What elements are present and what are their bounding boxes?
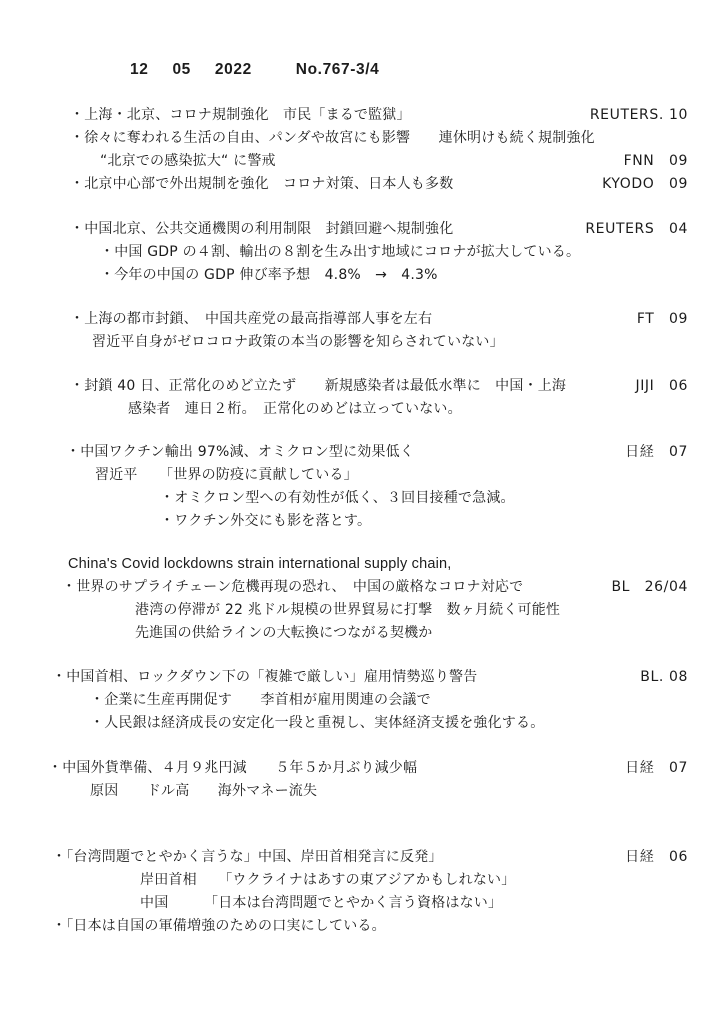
news-source: KYODO 09	[602, 176, 688, 192]
news-headline: ・中国外貨準備、４月９兆円減 ５年５か月ぶり減少幅	[48, 760, 418, 776]
news-detail: ・オミクロン型への有効性が低く、３回目接種で急減。	[160, 490, 515, 506]
news-headline: ・中国北京、公共交通機関の利用制限 封鎖回避へ規制強化	[70, 221, 454, 237]
news-detail: “北京での感染拡大“ に警戒	[100, 153, 276, 169]
news-detail: 原因 ドル高 海外マネー流失	[90, 783, 318, 799]
news-headline: ・封鎖 40 日、正常化のめど立たず 新規感染者は最低水準に 中国・上海	[70, 378, 567, 394]
news-detail: 中国 「日本は台湾問題でとやかく言う資格はない」	[140, 895, 503, 911]
news-detail: ・ワクチン外交にも影を落とす。	[160, 513, 372, 529]
news-source: 日経 07	[625, 444, 688, 460]
page-header	[130, 61, 379, 79]
news-source: 日経 07	[625, 760, 688, 776]
news-source: JIJI 06	[635, 378, 688, 394]
header-issue-number: No.767-3/4	[295, 61, 380, 78]
news-source: FNN 09	[623, 153, 688, 169]
news-source: 日経 06	[625, 849, 688, 865]
news-detail: 港湾の停滞が 22 兆ドル規模の世界貿易に打撃 数ヶ月続く可能性	[135, 602, 561, 618]
news-detail: ・今年の中国の GDP 伸び率予想 4.8% → 4.3%	[100, 267, 438, 283]
news-detail: 先進国の供給ラインの大転換につながる契機か	[135, 625, 433, 641]
news-detail: ・企業に生産再開促す 李首相が雇用関連の会議で	[90, 692, 431, 708]
news-source: BL 26/04	[611, 579, 688, 595]
news-detail: 感染者 連日２桁。 正常化のめどは立っていない。	[128, 401, 462, 417]
news-detail: 習近平 「世界の防疫に貢献している」	[95, 467, 358, 483]
news-detail: ・人民銀は経済成長の安定化一段と重視し、実体経済支援を強化する。	[90, 715, 545, 731]
news-headline: ・上海・北京、コロナ規制強化 市民「まるで監獄」	[70, 107, 411, 123]
header-day: 12	[130, 61, 149, 78]
news-headline: ・徐々に奪われる生活の自由、パンダや故宮にも影響 連休明けも続く規制強化	[70, 130, 595, 146]
news-source: BL. 08	[640, 669, 688, 685]
news-headline: ・「台湾問題でとやかく言うな」中国、岸田首相発言に反発」	[52, 849, 443, 865]
header-year: 2022	[214, 61, 252, 78]
news-headline: ・「日本は自国の軍備増強のための口実にしている。	[52, 918, 386, 934]
news-headline: ・北京中心部で外出規制を強化 コロナ対策、日本人も多数	[70, 176, 454, 192]
news-source: REUTERS. 10	[589, 107, 688, 123]
news-headline: ・世界のサプライチェーン危機再現の恐れ、 中国の厳格なコロナ対応で	[62, 579, 524, 595]
news-detail: ・中国 GDP の４割、輸出の８割を生み出す地域にコロナが拡大している。	[100, 244, 581, 260]
english-headline: China's Covid lockdowns strain international supply chain,	[68, 556, 452, 572]
news-headline: ・中国ワクチン輸出 97%減、オミクロン型に効果低く	[66, 444, 415, 460]
news-headline: ・中国首相、ロックダウン下の「複雑で厳しい」雇用情勢巡り警告	[52, 669, 478, 685]
news-headline: ・上海の都市封鎖、 中国共産党の最高指導部人事を左右	[70, 311, 433, 327]
news-source: REUTERS 04	[585, 221, 688, 237]
header-month: 05	[172, 61, 191, 78]
news-detail: 習近平自身がゼロコロナ政策の本当の影響を知らされていない」	[92, 334, 504, 350]
news-detail: 岸田首相 「ウクライナはあすの東アジアかもしれない」	[140, 872, 516, 888]
news-source: FT 09	[636, 311, 688, 327]
